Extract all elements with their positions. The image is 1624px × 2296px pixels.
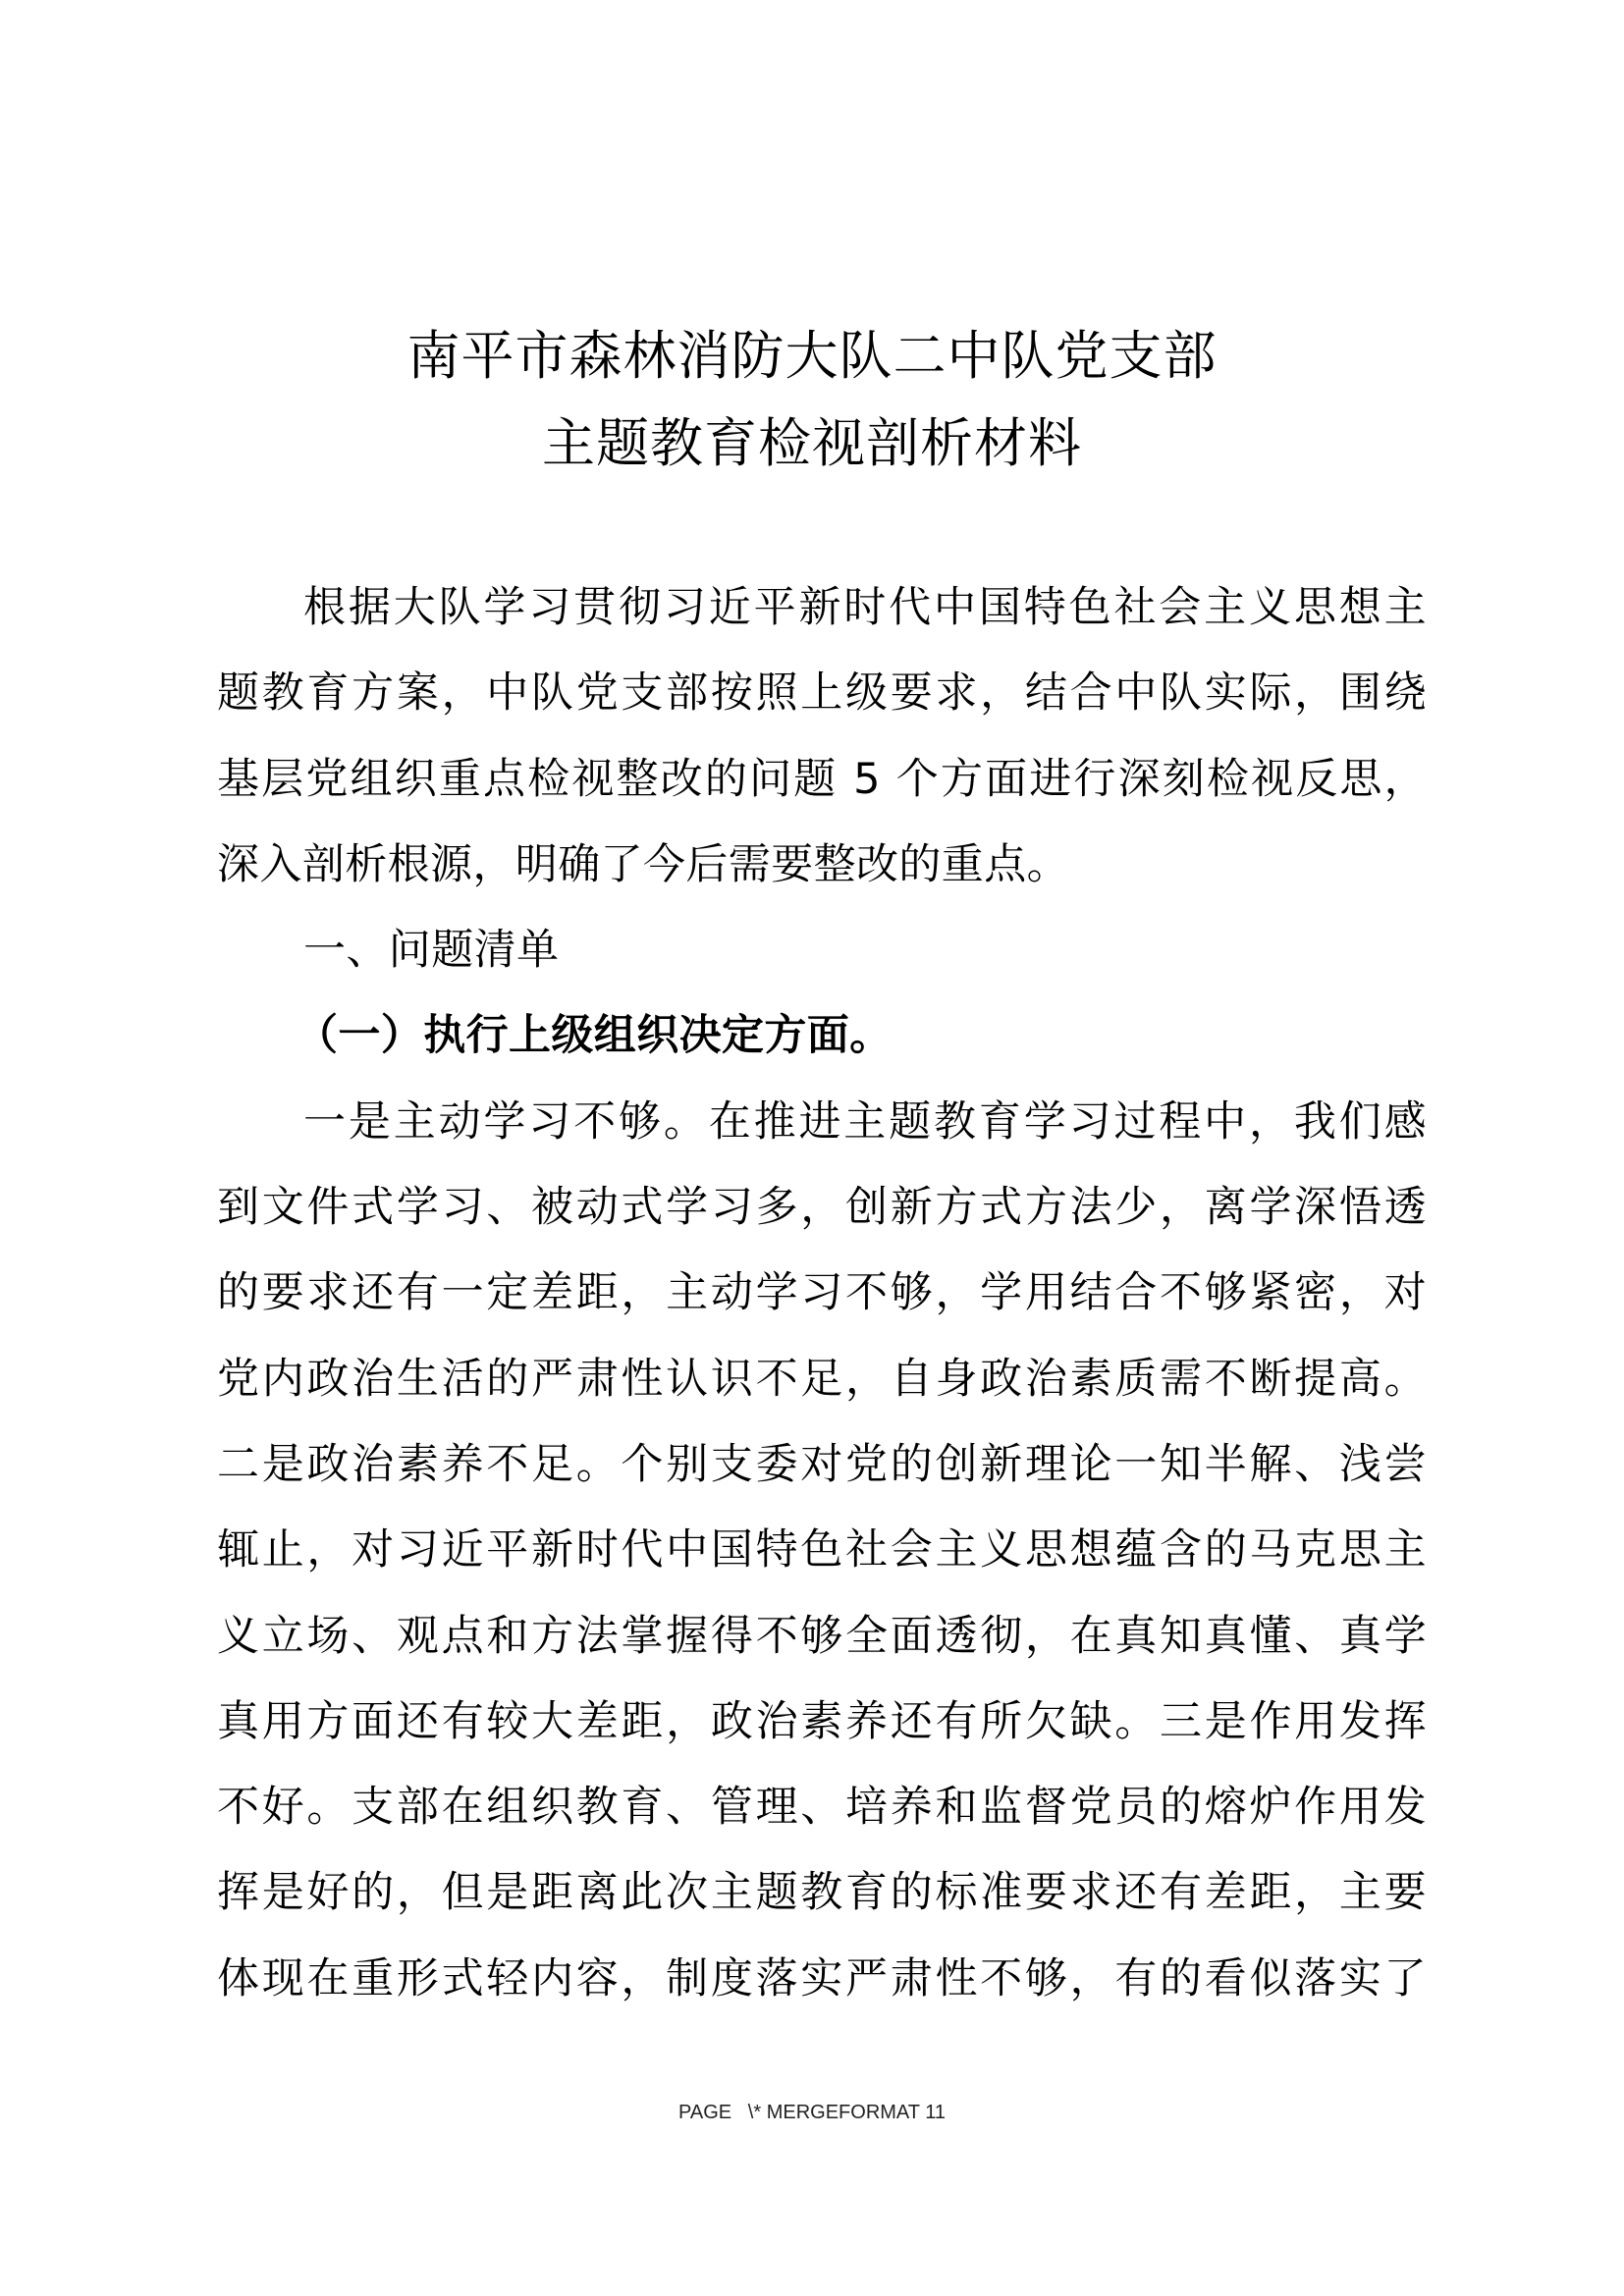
paragraph-line: 党内政治生活的严肃性认识不足，自身政治素质需不断提高。 [217, 1354, 1427, 1404]
intro-line: 题教育方案，中队党支部按照上级要求，结合中队实际，围绕 [217, 668, 1427, 719]
intro-line: 深入剖析根源，明确了今后需要整改的重点。 [217, 839, 1069, 889]
paragraph-line: 挥是好的，但是距离此次主题教育的标准要求还有差距，主要 [217, 1868, 1427, 1918]
title-line-1: 南平市森林消防大队二中队党支部 [406, 325, 1218, 387]
paragraph-line: 不好。支部在组织教育、管理、培养和监督党员的熔炉作用发 [217, 1783, 1427, 1833]
section-heading: 一、问题清单 [303, 926, 560, 976]
paragraph-line: 辄止，对习近平新时代中国特色社会主义思想蕴含的马克思主 [217, 1525, 1427, 1575]
paragraph-line: 的要求还有一定差距，主动学习不够，学用结合不够紧密，对 [217, 1268, 1427, 1318]
intro-line: 基层党组织重点检视整改的问题 5 个方面进行深刻检视反思， [217, 754, 1427, 804]
document-body [217, 565, 1427, 2022]
paragraph-line: 一是主动学习不够。在推进主题教育学习过程中，我们感 [303, 1096, 1427, 1147]
paragraph-line: 到文件式学习、被动式学习多，创新方式方法少，离学深悟透 [217, 1183, 1427, 1233]
paragraph-line: 二是政治素养不足。个别支委对党的创新理论一知半解、浅尝 [217, 1439, 1427, 1489]
document-title [0, 312, 1624, 487]
paragraph-line: 真用方面还有较大差距，政治素养还有所欠缺。三是作用发挥 [217, 1696, 1427, 1746]
intro-line: 根据大队学习贯彻习近平新时代中国特色社会主义思想主 [303, 583, 1427, 632]
paragraph-line: 义立场、观点和方法掌握得不够全面透彻，在真知真懂、真学 [217, 1611, 1427, 1661]
title-line-2: 主题教育检视剖析材料 [542, 412, 1082, 474]
paragraph-line: 体现在重形式轻内容，制度落实严肃性不够，有的看似落实了 [217, 1953, 1427, 2003]
page-number-footer: PAGE \* MERGEFORMAT 11 [678, 2102, 946, 2123]
subsection-heading: （一）执行上级组织决定方面。 [296, 1011, 893, 1061]
